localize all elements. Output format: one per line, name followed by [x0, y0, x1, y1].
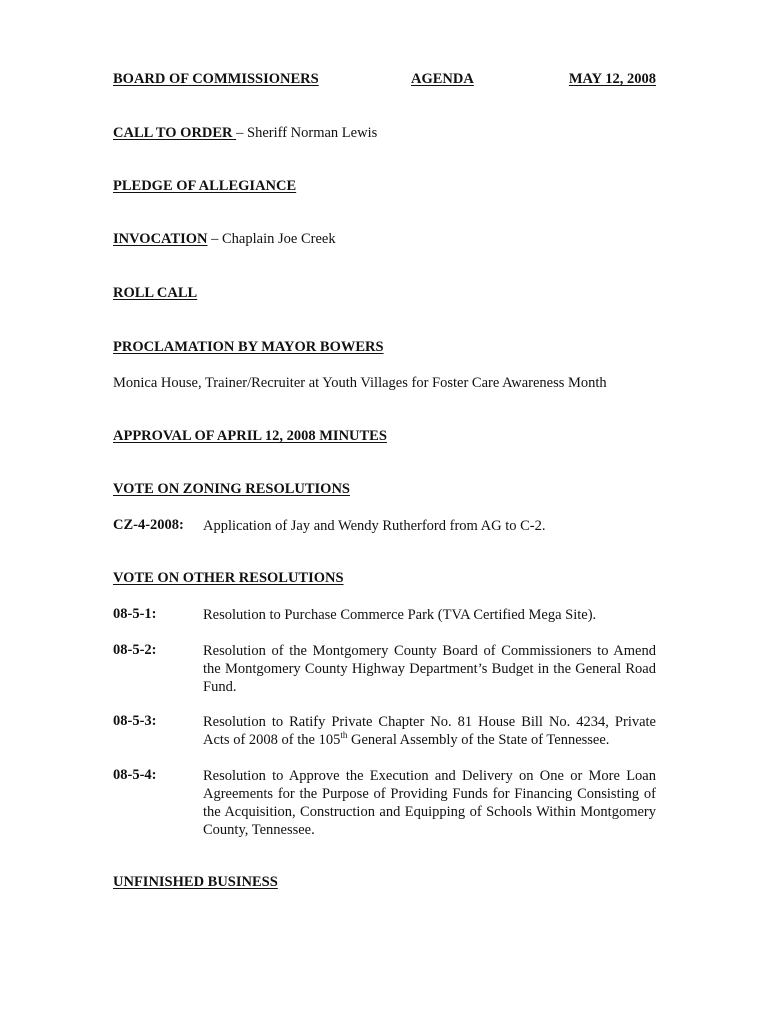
other-resolutions-heading: VOTE ON OTHER RESOLUTIONS [113, 570, 344, 586]
ordinal-superscript: th [340, 730, 348, 741]
zoning-item-number: CZ-4-2008: [113, 517, 184, 533]
resolution-text: Resolution to Approve the Execution and Delivery on One or More Loan Agreements for the Purpose of Providing Funds for Financing Consisting of the Acquisition, Construction and Equipping of Schools Within Montgomery County, Tennessee. [203, 768, 656, 838]
header-date: MAY 12, 2008 [568, 71, 656, 87]
agenda-document [113, 0, 658, 1024]
resolution-number: 08-5-2: [113, 642, 157, 658]
resolution-number: 08-5-4: [113, 767, 157, 783]
invocation-heading: INVOCATION [113, 231, 208, 247]
resolution-text [203, 713, 656, 749]
invocation-section [113, 231, 336, 248]
approval-minutes-heading: APPROVAL OF APRIL 12, 2008 MINUTES [113, 428, 387, 444]
call-to-order-text: – Sheriff Norman Lewis [236, 125, 378, 141]
resolution-text: Resolution of the Montgomery County Board of Commissioners to Amend the Montgomery County Highway Department’s Budget in the General Road Fund. [203, 643, 656, 695]
resolution-number: 08-5-3: [113, 713, 157, 729]
proclamation-heading: PROCLAMATION BY MAYOR BOWERS [113, 339, 384, 355]
resolution-text: Resolution to Purchase Commerce Park (TVA Certified Mega Site). [203, 607, 597, 623]
proclamation-text: Monica House, Trainer/Recruiter at Youth Villages for Foster Care Awareness Month [113, 375, 607, 391]
header-board-title: BOARD OF COMMISSIONERS [113, 71, 319, 87]
header-agenda-title: AGENDA [411, 71, 474, 87]
zoning-item-text: Application of Jay and Wendy Rutherford from AG to C-2. [203, 518, 546, 534]
resolution-text-part: Resolution to Ratify Private Chapter No. 81 House Bill No. 4234, Private Acts of 2008 of the 105 [203, 714, 656, 748]
resolution-text-part: General Assembly of the State of Tennessee. [347, 732, 610, 748]
call-to-order-heading: CALL TO ORDER [113, 125, 237, 141]
roll-call-heading: ROLL CALL [113, 285, 198, 301]
invocation-text: – Chaplain Joe Creek [207, 231, 336, 247]
call-to-order-section [113, 125, 377, 142]
pledge-heading: PLEDGE OF ALLEGIANCE [113, 178, 297, 194]
zoning-resolutions-heading: VOTE ON ZONING RESOLUTIONS [113, 481, 350, 497]
resolution-number: 08-5-1: [113, 606, 157, 622]
agenda-header [113, 71, 656, 91]
unfinished-business-heading: UNFINISHED BUSINESS [113, 874, 278, 890]
